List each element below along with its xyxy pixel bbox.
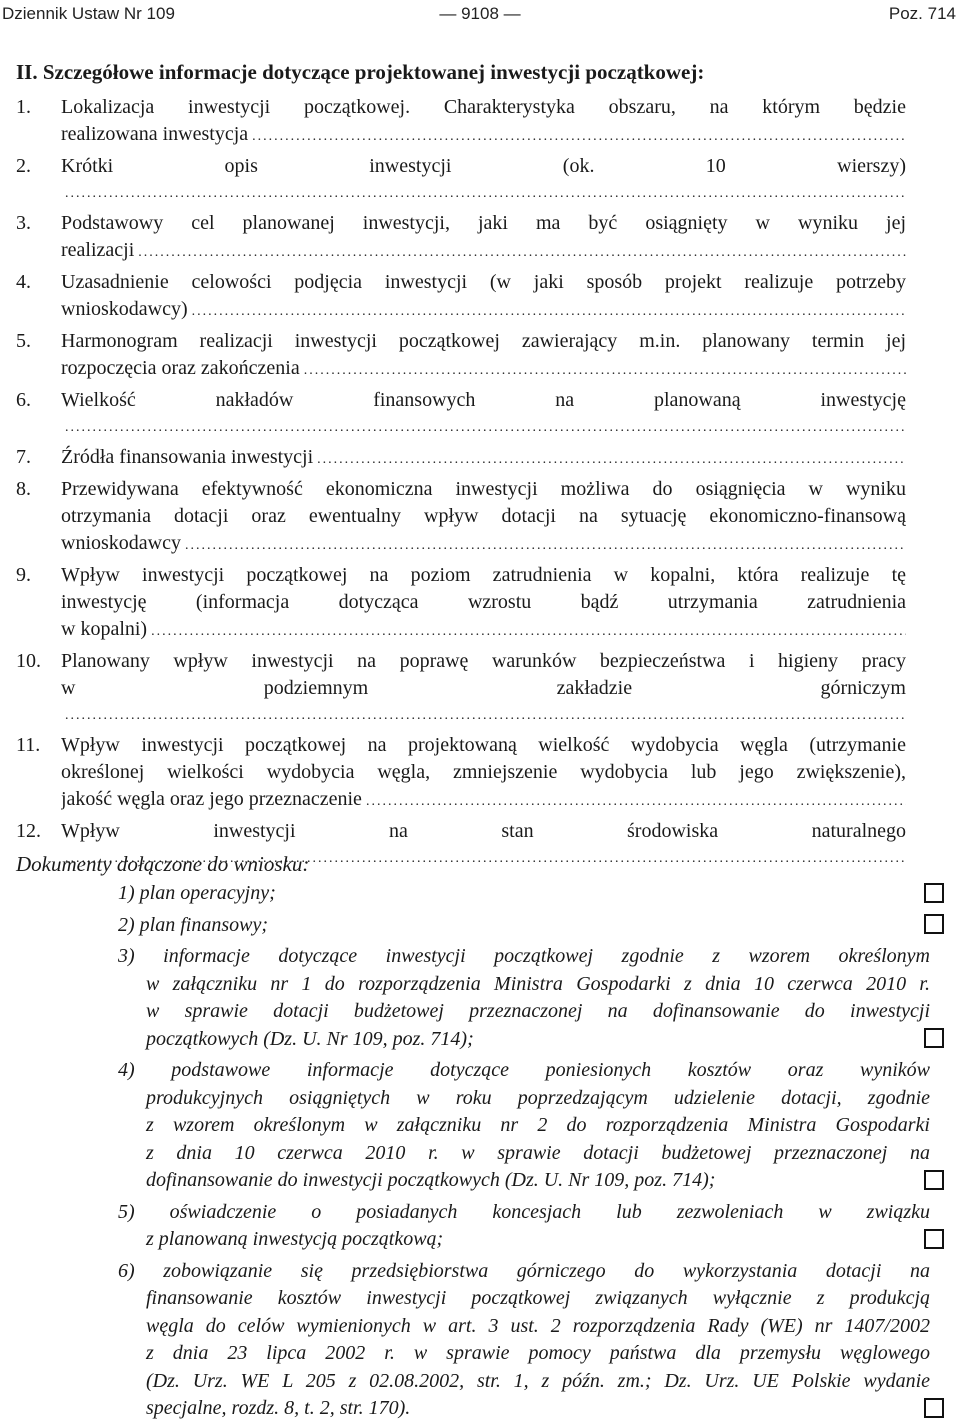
answer-line <box>61 702 906 729</box>
item-text: Wielkość nakładów finansowych na planowaną inwestycję <box>61 389 906 411</box>
item-text: wnioskodawcy <box>61 532 181 554</box>
item-text: Źródła finansowania inwestycji <box>61 446 314 468</box>
page-number: — 9108 — <box>439 4 521 23</box>
list-item <box>16 562 906 645</box>
item-number: 10. <box>16 650 41 672</box>
attached-documents-list <box>118 880 930 1427</box>
list-item <box>16 732 906 815</box>
dotted-leader <box>138 239 906 266</box>
item-number: 5. <box>16 330 31 352</box>
item-number: 4. <box>16 271 31 293</box>
list-item <box>16 328 906 384</box>
document-text: produkcyjnych osiągniętych w roku poprzedzającym udzielenie dotacji, zgodnie <box>146 1086 930 1109</box>
dotted-leader <box>65 414 906 441</box>
item-text: inwestycję (informacja dotycząca wzrostu bądź utrzymania zatrudnienia <box>61 591 906 613</box>
answer-line <box>61 444 906 473</box>
item-text: realizacji <box>61 239 135 261</box>
document-text: 3) informacje dotyczące inwestycji początkowej zgodnie z wzorem określonym <box>118 945 930 967</box>
item-text: jakość węgla oraz jego przeznaczenie <box>61 788 362 810</box>
document-item <box>118 1199 930 1254</box>
document-text: w załączniku nr 1 do rozporządzenia Ministra Gospodarki z dnia 10 czerwca 2010 r. <box>146 972 930 995</box>
document-checkbox[interactable] <box>924 1229 944 1249</box>
document-item <box>118 1258 930 1423</box>
document-item <box>118 1057 930 1195</box>
dotted-leader <box>185 532 906 559</box>
document-text: z dnia 23 lipca 2002 r. w sprawie pomocy państwa dla przemysłu węglowego <box>146 1342 930 1364</box>
list-item <box>16 210 906 266</box>
document-text: 1) plan operacyjny; <box>118 882 276 904</box>
dotted-leader <box>192 298 906 325</box>
document-text: w sprawie dotacji budżetowej przeznaczonej na dofinansowanie do inwestycji <box>146 1000 930 1022</box>
item-text: Uzasadnienie celowości podjęcia inwestycji (w jaki sposób projekt realizuje potrzeby <box>61 271 906 293</box>
item-text: Krótki opis inwestycji (ok. 10 wierszy) <box>61 155 906 177</box>
list-item <box>16 153 906 207</box>
answer-line <box>61 530 906 559</box>
item-number: 6. <box>16 389 31 411</box>
item-number: 7. <box>16 446 31 468</box>
document-checkbox[interactable] <box>924 914 944 934</box>
answer-line <box>61 786 906 815</box>
item-number: 9. <box>16 564 31 586</box>
list-item <box>16 648 906 729</box>
document-text: węgla do celów wymienionych w art. 3 ust. 2 rozporządzenia Rady (WE) nr 1407/2002 <box>146 1314 930 1337</box>
item-text: Wpływ inwestycji na stan środowiska naturalnego <box>61 820 906 842</box>
item-text: Przewidywana efektywność ekonomiczna inwestycji możliwa do osiągnięcia w wyniku <box>61 478 906 500</box>
document-item <box>118 943 930 1053</box>
document-text: specjalne, rozdz. 8, t. 2, str. 170). <box>146 1397 411 1419</box>
answer-line <box>61 616 906 645</box>
attached-documents-title: Dokumenty dołączone do wniosku: <box>16 852 310 876</box>
document-checkbox[interactable] <box>924 1398 944 1418</box>
section-title: II. Szczegółowe informacje dotyczące projektowanej inwestycji początkowej: <box>16 60 705 84</box>
document-text: (Dz. Urz. WE L 205 z 02.08.2002, str. 1, z późn. zm.; Dz. Urz. UE Polskie wydanie <box>146 1369 930 1392</box>
dotted-leader <box>151 618 906 645</box>
item-text: wnioskodawcy) <box>61 298 188 320</box>
dotted-leader <box>304 357 906 384</box>
answer-line <box>61 414 906 441</box>
answer-line <box>61 355 906 384</box>
investment-info-list <box>16 94 906 875</box>
item-text: Podstawowy cel planowanej inwestycji, jaki ma być osiągnięty w wyniku jej <box>61 212 906 234</box>
journal-title: Dziennik Ustaw Nr 109 <box>2 4 175 23</box>
document-text: 4) podstawowe informacje dotyczące poniesionych kosztów oraz wyników <box>118 1059 930 1081</box>
document-text: 6) zobowiązanie się przedsiębiorstwa górniczego do wykorzystania dotacji na <box>118 1259 930 1282</box>
item-text: rozpoczęcia oraz zakończenia <box>61 357 300 379</box>
document-text: dofinansowanie do inwestycji początkowych (Dz. U. Nr 109, poz. 714); <box>146 1169 716 1191</box>
answer-line <box>61 180 906 207</box>
item-text: Lokalizacja inwestycji początkowej. Charakterystyka obszaru, na którym będzie <box>61 96 906 118</box>
document-text: z dnia 10 czerwca 2010 r. w sprawie dotacji budżetowej przeznaczonej na <box>146 1141 930 1164</box>
page-header <box>0 0 960 30</box>
item-text: Wpływ inwestycji początkowej na poziom zatrudnienia w kopalni, która realizuje tę <box>61 564 906 586</box>
item-number: 12. <box>16 820 41 842</box>
document-text: początkowych (Dz. U. Nr 109, poz. 714); <box>146 1027 474 1050</box>
answer-line <box>61 121 906 150</box>
document-text: 2) plan finansowy; <box>118 913 268 936</box>
dotted-leader <box>65 180 906 207</box>
list-item <box>16 444 906 473</box>
document-checkbox[interactable] <box>924 883 944 903</box>
dotted-leader <box>317 446 906 473</box>
item-text: w podziemnym zakładzie górniczym <box>61 677 906 699</box>
document-item <box>118 912 930 940</box>
item-text: określonej wielkości wydobycia węgla, zmniejszenie wydobycia lub jego zwiększenie), <box>61 761 906 783</box>
answer-line <box>61 237 906 266</box>
answer-line <box>61 296 906 325</box>
list-item <box>16 94 906 150</box>
document-text: finansowanie kosztów inwestycji początkowej związanych wyłącznie z produkcją <box>146 1287 930 1309</box>
item-number: 2. <box>16 155 31 177</box>
item-number: 3. <box>16 212 31 234</box>
item-text: Planowany wpływ inwestycji na poprawę warunków bezpieczeństwa i higieny pracy <box>61 650 906 672</box>
item-text: otrzymania dotacji oraz ewentualny wpływ dotacji na sytuację ekonomiczno-finansową <box>61 505 906 527</box>
document-text: 5) oświadczenie o posiadanych koncesjach lub zezwoleniach w związku <box>118 1200 930 1223</box>
item-number: 11. <box>16 734 41 756</box>
document-item <box>118 880 930 908</box>
document-text: z planowaną inwestycją początkową; <box>146 1228 444 1250</box>
list-item <box>16 387 906 441</box>
dotted-leader <box>252 123 906 150</box>
item-text: Harmonogram realizacji inwestycji początkowej zawierający m.in. planowany termin jej <box>61 330 906 352</box>
item-text: Wpływ inwestycji początkowej na projektowaną wielkość wydobycia węgla (utrzymanie <box>61 734 906 756</box>
position-number: Poz. 714 <box>888 4 956 23</box>
dotted-leader <box>65 702 906 729</box>
document-checkbox[interactable] <box>924 1028 944 1048</box>
list-item <box>16 476 906 559</box>
item-text: realizowana inwestycja <box>61 123 249 145</box>
list-item <box>16 269 906 325</box>
document-text: z wzorem określonym w załączniku nr 2 do rozporządzenia Ministra Gospodarki <box>146 1114 930 1136</box>
item-number: 8. <box>16 478 31 500</box>
item-number: 1. <box>16 96 31 118</box>
document-checkbox[interactable] <box>924 1170 944 1190</box>
dotted-leader <box>366 788 906 815</box>
item-text: w kopalni) <box>61 618 148 640</box>
